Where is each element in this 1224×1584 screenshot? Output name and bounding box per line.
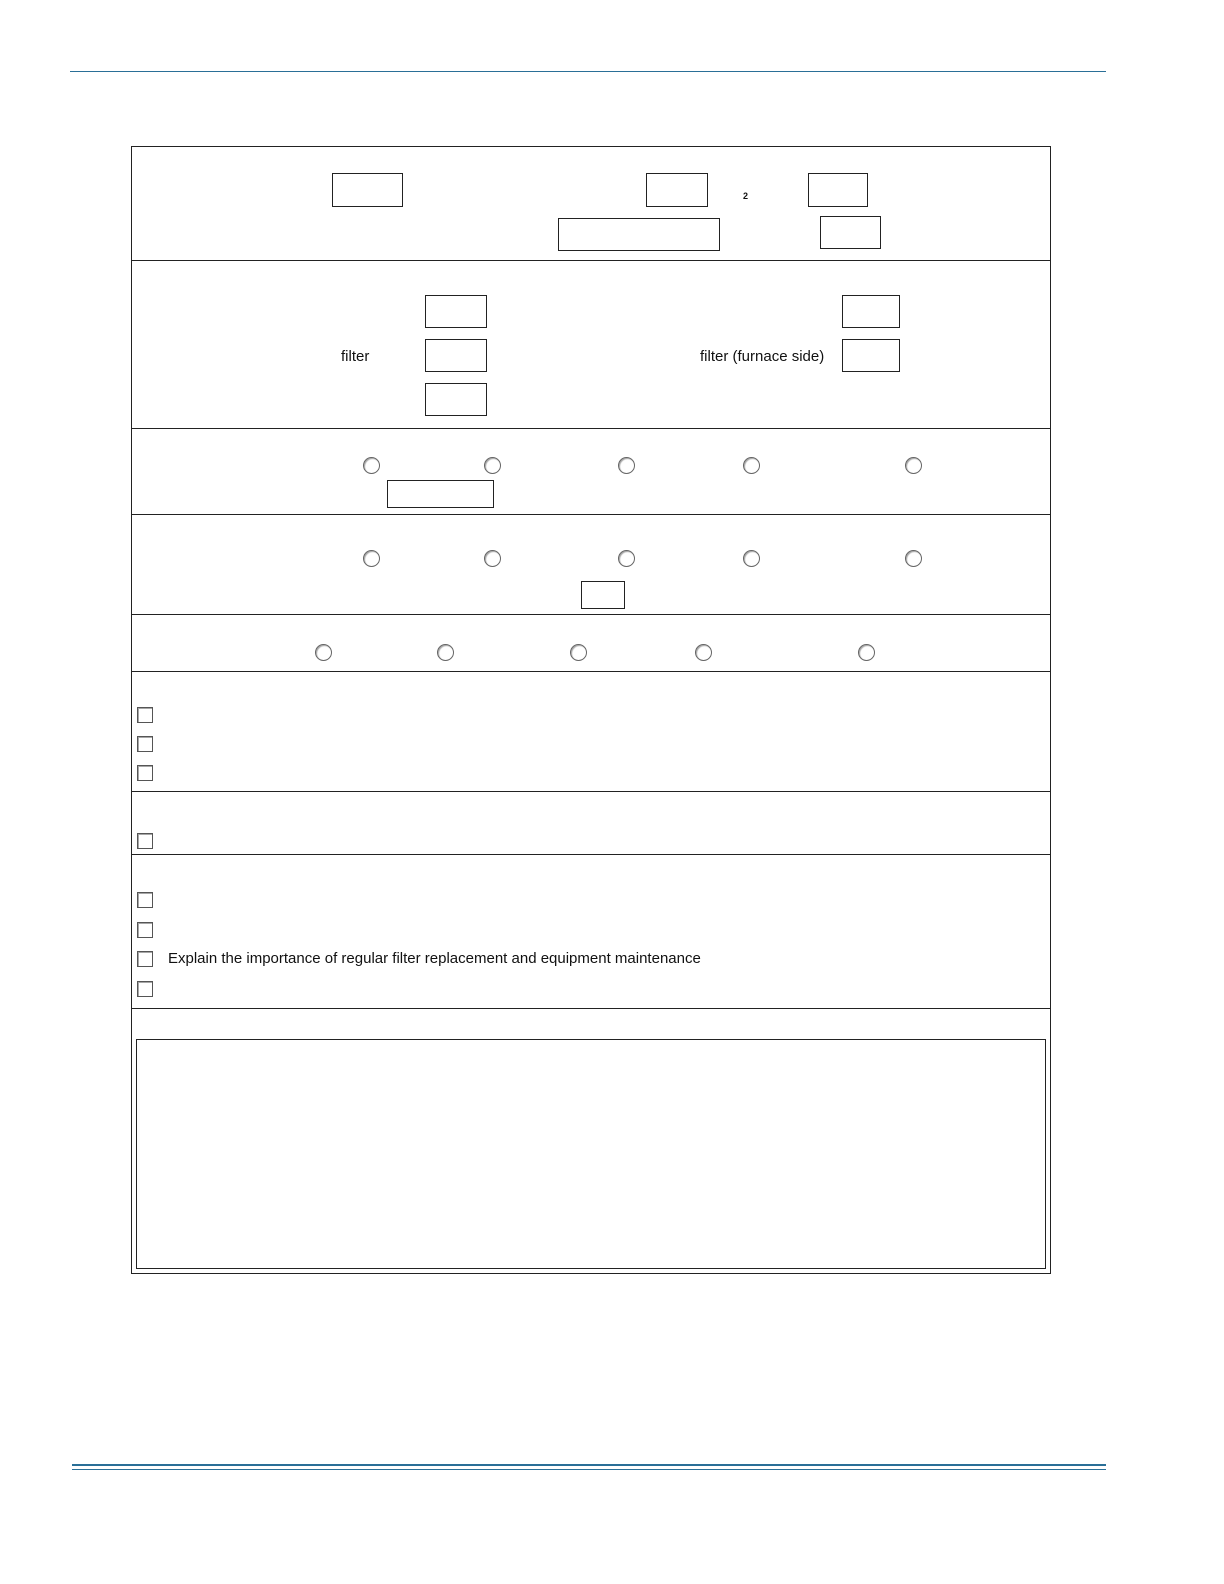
section-divider bbox=[131, 514, 1051, 515]
section-divider bbox=[131, 791, 1051, 792]
checkbox[interactable] bbox=[137, 765, 153, 781]
footer-rule-secondary bbox=[72, 1469, 1106, 1470]
checkbox[interactable] bbox=[137, 736, 153, 752]
text-field-3[interactable] bbox=[808, 173, 868, 207]
checkbox[interactable] bbox=[137, 981, 153, 997]
footer-rule bbox=[72, 1464, 1106, 1466]
header-rule bbox=[70, 71, 1106, 72]
radio-option[interactable] bbox=[618, 550, 635, 567]
maintenance-label: Explain the importance of regular filter replacement and equipment maintenance bbox=[168, 950, 701, 967]
radio-option[interactable] bbox=[858, 644, 875, 661]
checkbox-maintenance[interactable] bbox=[137, 951, 153, 967]
section-divider bbox=[131, 671, 1051, 672]
radio-option[interactable] bbox=[484, 550, 501, 567]
furnace-filter-label: filter (furnace side) bbox=[700, 348, 825, 365]
text-field-4[interactable] bbox=[558, 218, 720, 251]
checkbox[interactable] bbox=[137, 922, 153, 938]
checkbox[interactable] bbox=[137, 833, 153, 849]
radio-option[interactable] bbox=[315, 644, 332, 661]
other-text-field[interactable] bbox=[387, 480, 494, 508]
radio-option[interactable] bbox=[743, 550, 760, 567]
furnace-filter-field-2[interactable] bbox=[842, 339, 900, 372]
section-divider bbox=[131, 260, 1051, 261]
radio-option[interactable] bbox=[570, 644, 587, 661]
filter-field-1[interactable] bbox=[425, 295, 487, 328]
section-divider bbox=[131, 854, 1051, 855]
text-field-1[interactable] bbox=[332, 173, 403, 207]
radio-option[interactable] bbox=[743, 457, 760, 474]
filter-field-2[interactable] bbox=[425, 339, 487, 372]
superscript-label: 2 bbox=[743, 191, 749, 201]
radio-option[interactable] bbox=[363, 550, 380, 567]
notes-textarea[interactable] bbox=[136, 1039, 1046, 1269]
radio-option[interactable] bbox=[484, 457, 501, 474]
radio-option[interactable] bbox=[437, 644, 454, 661]
text-field-2[interactable] bbox=[646, 173, 708, 207]
filter-label: filter bbox=[341, 348, 370, 365]
small-text-field[interactable] bbox=[581, 581, 625, 609]
section-divider bbox=[131, 614, 1051, 615]
radio-option[interactable] bbox=[905, 457, 922, 474]
radio-option[interactable] bbox=[618, 457, 635, 474]
radio-option[interactable] bbox=[695, 644, 712, 661]
radio-option[interactable] bbox=[363, 457, 380, 474]
filter-field-3[interactable] bbox=[425, 383, 487, 416]
checkbox[interactable] bbox=[137, 892, 153, 908]
furnace-filter-field-1[interactable] bbox=[842, 295, 900, 328]
section-divider bbox=[131, 428, 1051, 429]
radio-option[interactable] bbox=[905, 550, 922, 567]
section-divider bbox=[131, 1008, 1051, 1009]
checkbox[interactable] bbox=[137, 707, 153, 723]
text-field-5[interactable] bbox=[820, 216, 881, 249]
